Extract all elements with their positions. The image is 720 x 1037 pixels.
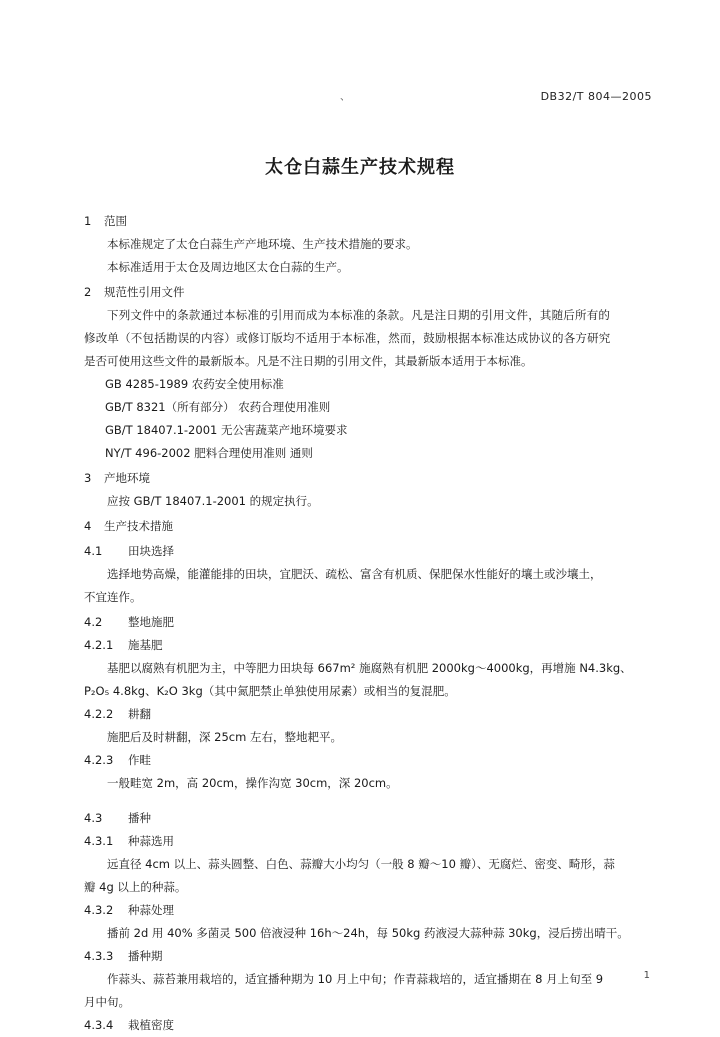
paragraph: 应按 GB/T 18407.1-2001 的规定执行。: [107, 494, 319, 508]
stray-mark: 、: [340, 92, 350, 103]
section-number: 2: [84, 285, 92, 299]
reference-item: GB 4285-1989 农药安全使用标准: [105, 377, 284, 391]
subsection-heading-4-3-3: [84, 945, 662, 968]
page-number: 1: [643, 970, 650, 981]
section-heading-4: [84, 515, 662, 538]
subsection-title: 播种: [128, 811, 151, 825]
subsection-heading-4-2-3: [84, 749, 662, 772]
subsection-number: 4.3.3: [84, 949, 114, 963]
paragraph-continued: 不宜连作。: [84, 590, 142, 604]
subsection-title: 耕翻: [128, 707, 151, 721]
subsection-title: 施基肥: [128, 638, 163, 652]
subsection-heading-4-2: [84, 611, 662, 634]
subsection-title: 种蒜处理: [128, 903, 174, 917]
section-heading-1: [84, 210, 662, 233]
paragraph-continued: 修改单（不包括勘误的内容）或修订版均不适用于本标准，然而，鼓励根据本标准达成协议的各方研究: [84, 331, 611, 345]
section-heading-2: [84, 281, 662, 304]
paragraph: 作蒜头、蒜苔兼用栽培的，适宜播种期为 10 月上中旬；作青蒜栽培的，适宜播期在 8 月上旬至 9: [107, 972, 604, 986]
paragraph-continued: 是否可使用这些文件的最新版本。凡是不注日期的引用文件，其最新版本适用于本标准。: [84, 354, 533, 368]
page-title: 太仓白蒜生产技术规程: [265, 157, 455, 178]
subsection-number: 4.3.2: [84, 903, 114, 917]
section-title: 生产技术措施: [104, 519, 173, 533]
subsection-number: 4.2.2: [84, 707, 114, 721]
reference-item: GB/T 8321（所有部分） 农药合理使用准则: [105, 400, 331, 414]
paragraph: 远直径 4cm 以上、蒜头圆整、白色、蒜瓣大小均匀（一般 8 瓣～10 瓣）、无腐烂、密变、畸形，蒜: [107, 857, 615, 871]
subsection-number: 4.2: [84, 615, 103, 629]
subsection-heading-4-3: [84, 807, 662, 830]
section-number: 3: [84, 471, 92, 485]
spacer: [84, 795, 662, 805]
document-body: [84, 208, 662, 1037]
subsection-heading-4-2-2: [84, 703, 662, 726]
subsection-heading-4-3-1: [84, 830, 662, 853]
reference-item: NY/T 496-2002 肥料合理使用准则 通则: [105, 446, 313, 460]
subsection-number: 4.2.1: [84, 638, 114, 652]
subsection-number: 4.1: [84, 544, 103, 558]
subsection-heading-4-3-4: [84, 1014, 662, 1037]
paragraph: 下列文件中的条款通过本标准的引用而成为本标准的条款。凡是注日期的引用文件，其随后所有的: [107, 308, 611, 322]
paragraph: 播前 2d 用 40% 多菌灵 500 倍液浸种 16h～24h，每 50kg 药液浸大蒜种蒜 30kg，浸后捞出晴干。: [107, 926, 629, 940]
subsection-heading-4-3-2: [84, 899, 662, 922]
subsection-number: 4.2.3: [84, 753, 114, 767]
subsection-title: 栽植密度: [128, 1018, 174, 1032]
subsection-number: 4.3: [84, 811, 103, 825]
subsection-title: 田块选择: [128, 544, 174, 558]
paragraph-continued: P₂O₅ 4.8kg、K₂O 3kg（其中氮肥禁止单独使用尿素）或相当的复混肥。: [84, 684, 456, 698]
subsection-title: 整地施肥: [128, 615, 174, 629]
reference-item: GB/T 18407.1-2001 无公害蔬菜产地环境要求: [105, 423, 348, 437]
section-title: 规范性引用文件: [104, 285, 185, 299]
paragraph-continued: 瓣 4g 以上的种蒜。: [84, 880, 187, 894]
section-number: 1: [84, 214, 92, 228]
subsection-title: 播种期: [128, 949, 163, 963]
subsection-number: 4.3.1: [84, 834, 114, 848]
paragraph: 本标准规定了太仓白蒜生产产地环境、生产技术措施的要求。: [107, 237, 418, 251]
subsection-number: 4.3.4: [84, 1018, 114, 1032]
paragraph: 一般畦宽 2m，高 20cm，操作沟宽 30cm，深 20cm。: [107, 776, 398, 790]
subsection-heading-4-2-1: [84, 634, 662, 657]
standard-code: DB32/T 804—2005: [540, 90, 652, 103]
section-title: 产地环境: [104, 471, 150, 485]
subsection-title: 种蒜选用: [128, 834, 174, 848]
section-heading-3: [84, 467, 662, 490]
subsection-heading-4-1: [84, 540, 662, 563]
section-number: 4: [84, 519, 92, 533]
subsection-title: 作畦: [128, 753, 151, 767]
paragraph: 本标准适用于太仓及周边地区太仓白蒜的生产。: [107, 260, 349, 274]
paragraph: 选择地势高燥，能灌能排的田块，宜肥沃、疏松、富含有机质、保肥保水性能好的壤土或沙壤土，: [107, 567, 602, 581]
paragraph-continued: 月中旬。: [84, 995, 130, 1009]
paragraph: 基肥以腐熟有机肥为主，中等肥力田块每 667m² 施腐熟有机肥 2000kg～4000kg，再增施 N4.3kg、: [107, 661, 632, 675]
section-title: 范围: [104, 214, 127, 228]
paragraph: 施肥后及时耕翻，深 25cm 左右，整地耙平。: [107, 730, 342, 744]
